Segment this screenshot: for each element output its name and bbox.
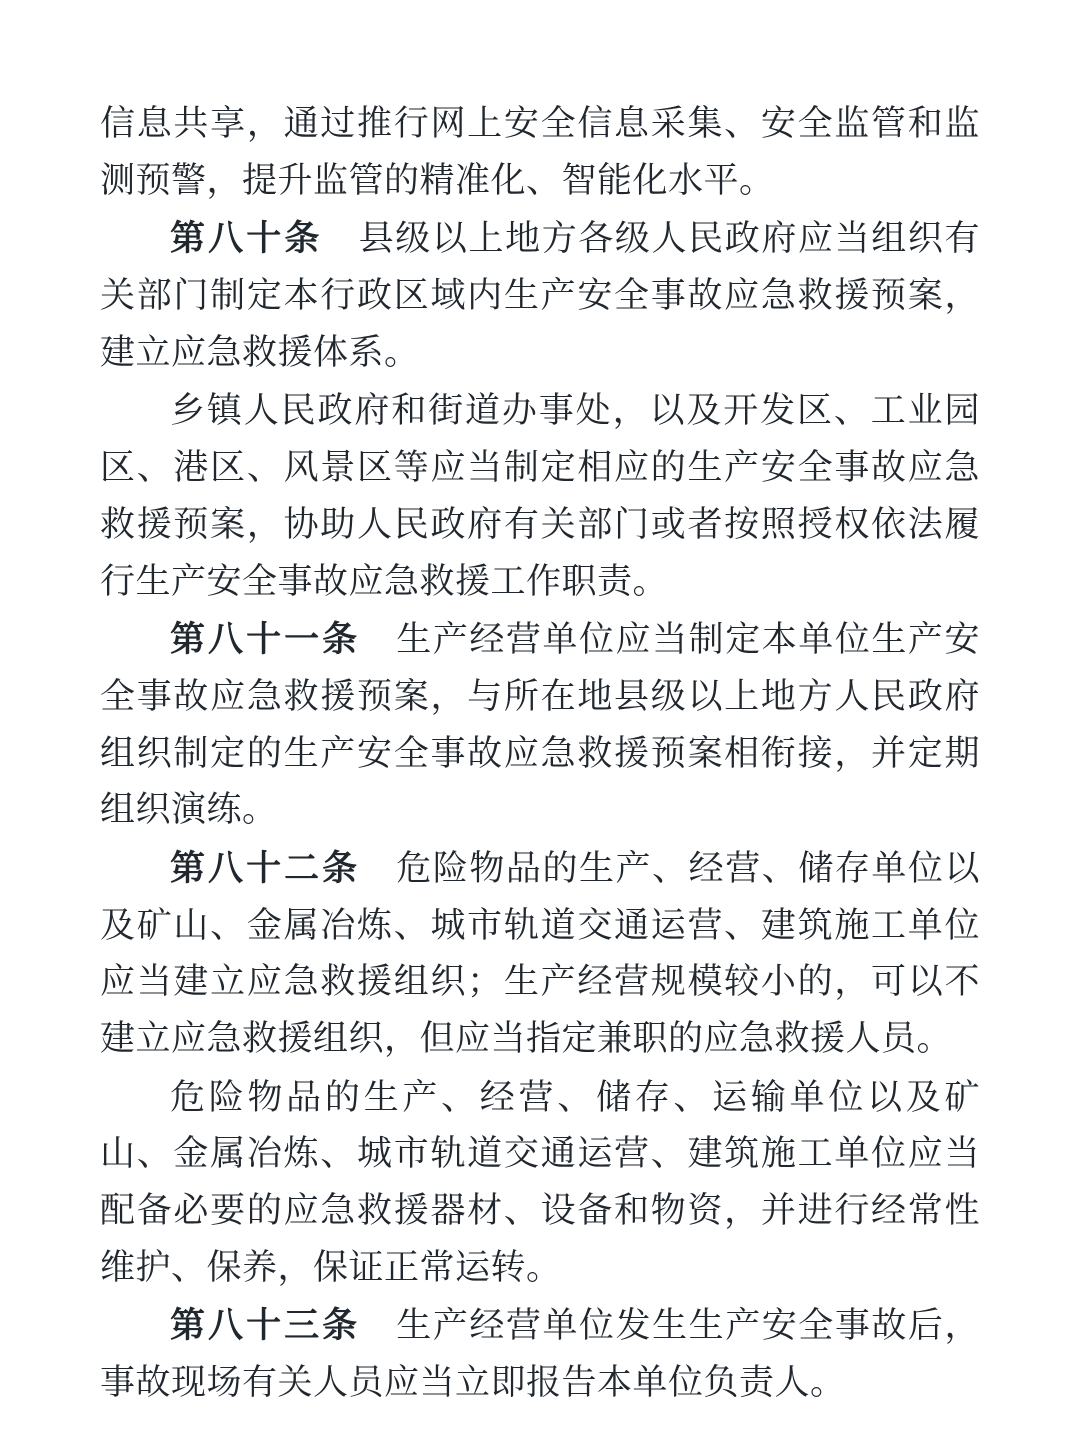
- paragraph-text: 县级以上地方各级人民政府应当组织有关部门制定本行政区域内生产安全事故应急救援预案，建立应急救援体系。: [100, 219, 980, 372]
- document-body: [100, 96, 980, 1412]
- paragraph-text: 乡镇人民政府和街道办事处，以及开发区、工业园区、港区、风景区等应当制定相应的生产安全事故应急救援预案，协助人民政府有关部门或者按照授权依法履行生产安全事故应急救援工作职责。: [100, 391, 980, 601]
- paragraph-article-83: [100, 1298, 980, 1411]
- paragraph-text: 信息共享，通过推行网上安全信息采集、安全监管和监测预警，提升监管的精准化、智能化水平。: [100, 104, 980, 200]
- paragraph-text: 生产经营单位发生生产安全事故后，事故现场有关人员应当立即报告本单位负责人。: [100, 1306, 980, 1403]
- article-number-label: 第八十条: [170, 219, 323, 259]
- paragraph-text: 危险物品的生产、经营、储存、运输单位以及矿山、金属冶炼、城市轨道交通运营、建筑施工单位应当配备必要的应急救援器材、设备和物资，并进行经常性维护、保养，保证正常运转。: [100, 1077, 980, 1287]
- paragraph-text: 危险物品的生产、经营、储存单位以及矿山、金属冶炼、城市轨道交通运营、建筑施工单位应当建立应急救援组织；生产经营规模较小的，可以不建立应急救援组织，但应当指定兼职的应急救援人员。: [100, 848, 980, 1058]
- paragraph-article-80: [100, 211, 980, 381]
- paragraph-continuation: [100, 96, 980, 209]
- paragraph-article-81: [100, 612, 980, 839]
- article-number-label: 第八十一条: [170, 620, 361, 660]
- paragraph-article-82: [100, 841, 980, 1068]
- paragraph-article-82-second: [100, 1070, 980, 1297]
- paragraph-text: 生产经营单位应当制定本单位生产安全事故应急救援预案，与所在地县级以上地方人民政府组织制定的生产安全事故应急救援预案相衔接，并定期组织演练。: [100, 620, 980, 830]
- article-number-label: 第八十二条: [170, 848, 361, 888]
- paragraph-article-80-second: [100, 383, 980, 610]
- article-number-label: 第八十三条: [170, 1306, 361, 1346]
